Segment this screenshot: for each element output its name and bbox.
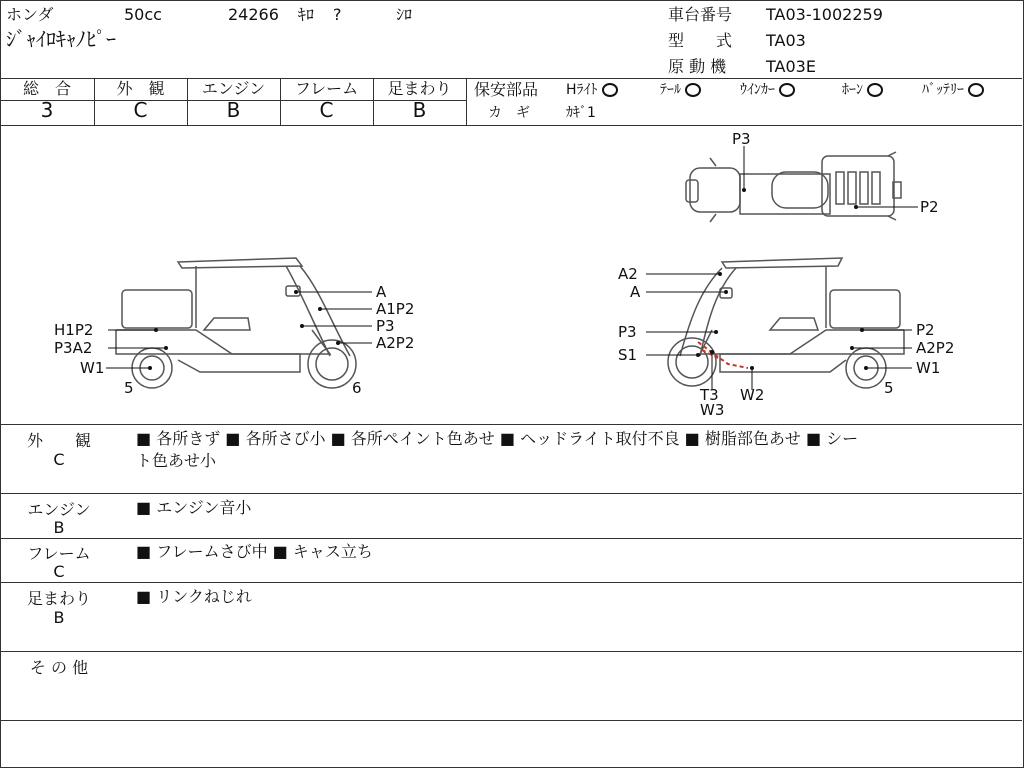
label-right-a2: A2: [618, 265, 638, 283]
model-label: 型 式: [668, 31, 733, 50]
label-left-a1p2: A1P2: [376, 300, 415, 318]
label-right-p2: P2: [916, 321, 935, 339]
label-right-w3: W3: [700, 401, 725, 419]
ok-mark: [968, 83, 984, 97]
safety-item-winker: ｳｲﾝｶｰ: [740, 81, 795, 99]
label-left-6: 6: [352, 379, 362, 397]
label-left-a2p2: A2P2: [376, 334, 415, 352]
label-left-5: 5: [124, 379, 134, 397]
label-top-p3: P3: [732, 130, 751, 148]
label-right-w2: W2: [740, 386, 765, 404]
model-code: TA03: [766, 31, 806, 50]
remarks-category-suspension: 足まわり: [26, 589, 91, 608]
divider: [0, 582, 1022, 583]
divider: [0, 651, 1022, 652]
remarks-category-exterior: 外 観: [26, 431, 91, 450]
remarks-text-engine: ■ エンジン音小: [136, 498, 252, 517]
mileage: 24266: [228, 5, 279, 24]
frame-no-label: 車台番号: [668, 5, 733, 24]
remarks-grade-engine: B: [53, 518, 65, 537]
frame-no: TA03-1002259: [766, 5, 883, 24]
grade-value-exterior: C: [133, 98, 148, 122]
divider: [466, 78, 467, 125]
label-right-s1: S1: [618, 346, 638, 364]
displacement: 50cc: [124, 5, 162, 24]
divider: [0, 493, 1022, 494]
label-right-5: 5: [884, 379, 894, 397]
divider: [0, 424, 1022, 425]
remarks-text-exterior: ■ 各所きず ■ 各所さび小 ■ 各所ペイント色あせ ■ ヘッドライト取付不良 ■ 樹脂部色あせ ■ シー: [136, 429, 859, 448]
label-left-w1: W1: [80, 359, 105, 377]
damage-marks: [698, 342, 748, 368]
grade-value-frame: C: [319, 98, 334, 122]
label-left-a: A: [376, 283, 387, 301]
remarks-category-frame: フレーム: [27, 544, 91, 563]
safety-item-headlight: Hﾗｲﾄ: [566, 81, 618, 99]
grade-label-suspension: 足まわり: [387, 79, 452, 98]
engine-label: 原 動 機: [668, 57, 727, 76]
grade-value-engine: B: [226, 98, 241, 122]
ok-mark: [867, 83, 883, 97]
model-name: ｼﾞｬｲﾛｷｬﾉﾋﾟｰ: [6, 27, 116, 51]
scooter-left-side-view: [116, 258, 356, 388]
engine-code: TA03E: [766, 57, 816, 76]
ok-mark: [779, 83, 795, 97]
remarks-text-frame: ■ フレームさび中 ■ キャス立ち: [136, 542, 373, 561]
safety-item-battery: ﾊﾞｯﾃﾘｰ: [922, 81, 984, 99]
body-color: ｼﾛ: [396, 5, 413, 24]
label-left-p3: P3: [376, 317, 395, 335]
divider: [0, 538, 1022, 539]
grade-value-overall: 3: [40, 98, 54, 122]
remarks-category-other: そ の 他: [29, 658, 89, 677]
remarks-grade-frame: C: [53, 562, 65, 581]
grade-value-suspension: B: [412, 98, 427, 122]
safety-item-horn: ﾎｰﾝ: [842, 81, 883, 99]
scooter-top-view: [686, 152, 901, 222]
remarks-text-exterior-cont: ト色あせ小: [136, 451, 217, 470]
label-top-p2: P2: [920, 198, 939, 216]
safety-item-tail: ﾃｰﾙ: [660, 81, 701, 99]
mileage-flag: ?: [333, 5, 342, 24]
grade-label-exterior: 外 観: [116, 79, 165, 98]
ok-mark: [685, 83, 701, 97]
remarks-grade-suspension: B: [53, 608, 65, 627]
remarks-grade-exterior: C: [53, 450, 65, 469]
label-right-w1: W1: [916, 359, 941, 377]
divider: [0, 720, 1022, 721]
mileage-unit: ｷﾛ: [298, 5, 315, 24]
remarks-category-engine: エンジン: [27, 500, 91, 519]
safety-label: 保安部品: [474, 80, 539, 99]
maker: ホンダ: [6, 5, 54, 24]
label-right-t3: T3: [700, 386, 719, 404]
damage-diagram: [0, 126, 1022, 424]
key-value: ｶｷﾞ1: [566, 105, 596, 121]
label-right-a2p2: A2P2: [916, 339, 955, 357]
label-left-h1p2: H1P2: [54, 321, 94, 339]
grade-label-frame: フレーム: [294, 79, 359, 98]
grade-label-overall: 総 合: [22, 79, 71, 98]
label-right-a: A: [630, 283, 641, 301]
remarks-text-suspension: ■ リンクねじれ: [136, 587, 252, 606]
key-label: カ ギ: [488, 105, 530, 121]
grade-label-engine: エンジン: [201, 79, 266, 98]
label-left-p3a2: P3A2: [54, 339, 93, 357]
ok-mark: [602, 83, 618, 97]
label-right-p3: P3: [618, 323, 637, 341]
